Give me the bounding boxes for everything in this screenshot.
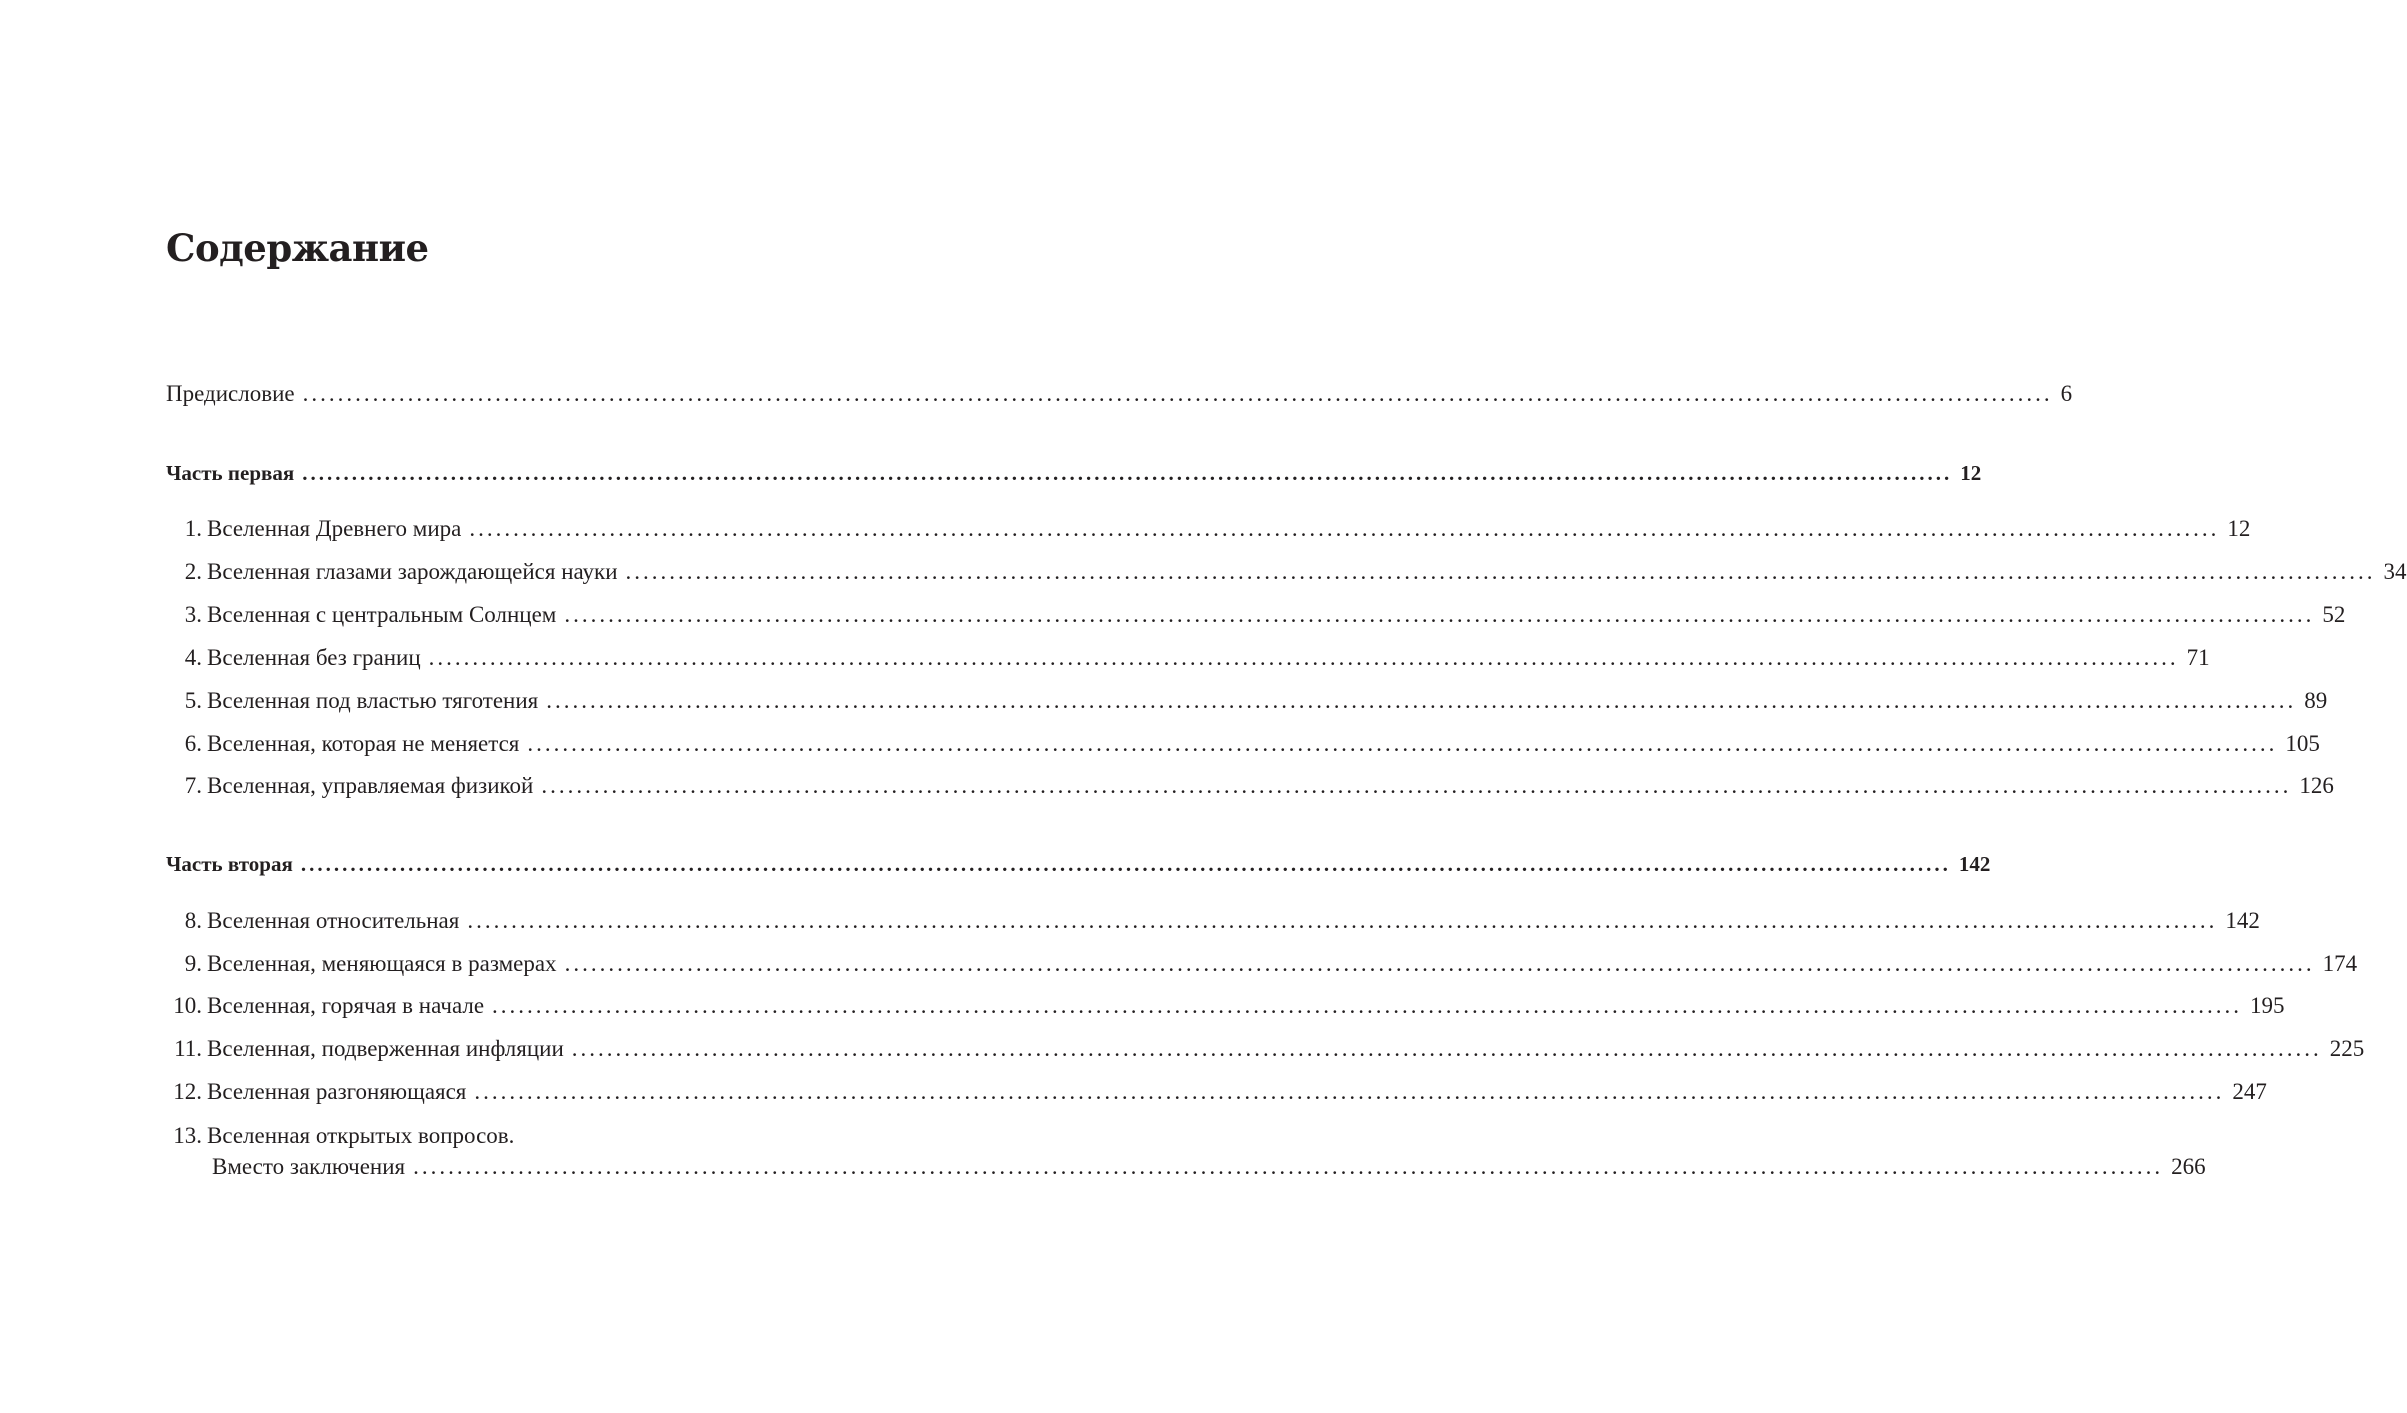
chapter-title: Вселенная под властью тяготения [207,688,539,713]
toc-part-1[interactable] [166,457,1982,489]
toc-part-label: Часть вторая [166,852,293,876]
toc-chapter-13[interactable] [166,1120,830,1152]
chapter-title: Вселенная, подверженная инфляции [207,1036,564,1061]
toc-chapter-5[interactable] [166,685,2328,717]
chapter-title: Вселенная разгоняющаяся [207,1079,467,1104]
chapter-title: Вселенная, горячая в начале [207,993,485,1018]
toc-chapter-9[interactable] [166,948,2358,980]
toc-page-number: 247 [2232,1079,2267,1104]
chapter-number: 6. [184,731,202,756]
dot-leader: ........................................................................................................................................................................................................ [469,516,2220,541]
chapter-number: 5. [184,688,202,713]
toc-page-number: 12 [1960,461,1982,485]
toc-page-number: 142 [2225,908,2260,933]
chapter-title: Вселенная глазами зарождающейся науки [207,559,618,584]
chapter-number: 4. [184,645,202,670]
dot-leader: ........................................................................................................................................................................................................ [541,773,2292,798]
toc-page-number: 89 [2304,688,2328,713]
toc-chapter-11[interactable] [166,1033,2365,1065]
toc-chapter-1[interactable] [166,513,2251,545]
chapter-title: Вселенная относительная [207,908,460,933]
toc-chapter-6[interactable] [166,728,2320,760]
dot-leader: ........................................................................................................................................................................................................ [300,852,1951,876]
chapter-title: Вселенная, которая не меняется [207,731,520,756]
toc-entry-preface[interactable] [166,378,2073,410]
toc-page-number: 52 [2322,602,2346,627]
toc-page-number: 12 [2227,516,2251,541]
toc-chapter-8[interactable] [166,905,2260,937]
toc-page-number: 266 [2171,1154,2206,1179]
chapter-number: 1. [184,516,202,541]
toc-part-2[interactable] [166,848,1991,880]
dot-leader: ........................................................................................................................................................................................................ [467,908,2218,933]
chapter-number: 13. [173,1123,202,1148]
dot-leader: ........................................................................................................................................................................................................ [428,645,2179,670]
toc-chapter-3[interactable] [166,599,2346,631]
page-title: Содержание [166,226,429,270]
toc-chapter-2[interactable] [166,556,2407,588]
chapter-number: 9. [184,951,202,976]
chapter-number: 2. [184,559,202,584]
toc-page-number: 126 [2299,773,2334,798]
chapter-title: Вселенная Древнего мира [207,516,462,541]
dot-leader: ........................................................................................................................................................................................................ [546,688,2297,713]
chapter-title-continuation: Вместо заключения [212,1154,406,1179]
chapter-number: 8. [184,908,202,933]
toc-chapter-13-continuation[interactable] [207,1151,2206,1183]
dot-leader: ........................................................................................................................................................................................................ [625,559,2376,584]
toc-chapter-7[interactable] [166,770,2334,802]
toc-chapter-10[interactable] [166,990,2285,1022]
toc-chapter-12[interactable] [166,1076,2267,1108]
chapter-title: Вселенная с центральным Солнцем [207,602,557,627]
chapter-number: 7. [184,773,202,798]
chapter-title: Вселенная, меняющаяся в размерах [207,951,557,976]
toc-entry-label: Предисловие [166,381,295,406]
chapter-title: Вселенная открытых вопросов. [207,1123,515,1148]
dot-leader: ........................................................................................................................................................................................................ [564,951,2315,976]
chapter-title: Вселенная, управляемая физикой [207,773,534,798]
dot-leader: ........................................................................................................................................................................................................ [302,381,2053,406]
toc-chapter-4[interactable] [166,642,2210,674]
dot-leader: ........................................................................................................................................................................................................ [492,993,2243,1018]
toc-page-number: 105 [2285,731,2320,756]
chapter-title: Вселенная без границ [207,645,421,670]
dot-leader: ........................................................................................................................................................................................................ [474,1079,2225,1104]
toc-page-number: 225 [2329,1036,2365,1061]
toc-page-number: 6 [2060,381,2073,406]
chapter-number: 12. [173,1079,202,1104]
dot-leader: ........................................................................................................................................................................................................ [571,1036,2322,1061]
chapter-number: 11. [174,1036,202,1061]
dot-leader: ........................................................................................................................................................................................................ [413,1154,2164,1179]
dot-leader: ........................................................................................................................................................................................................ [564,602,2315,627]
chapter-number: 3. [184,602,202,627]
toc-page-number: 34 [2383,559,2407,584]
chapter-number: 10. [173,993,202,1018]
toc-part-label: Часть первая [166,461,295,485]
dot-leader: ........................................................................................................................................................................................................ [302,461,1953,485]
toc-page-number: 71 [2186,645,2210,670]
toc-page-number: 195 [2250,993,2285,1018]
toc-page-number: 142 [1958,852,1991,876]
dot-leader: ........................................................................................................................................................................................................ [527,731,2278,756]
toc-page-number: 174 [2322,951,2358,976]
